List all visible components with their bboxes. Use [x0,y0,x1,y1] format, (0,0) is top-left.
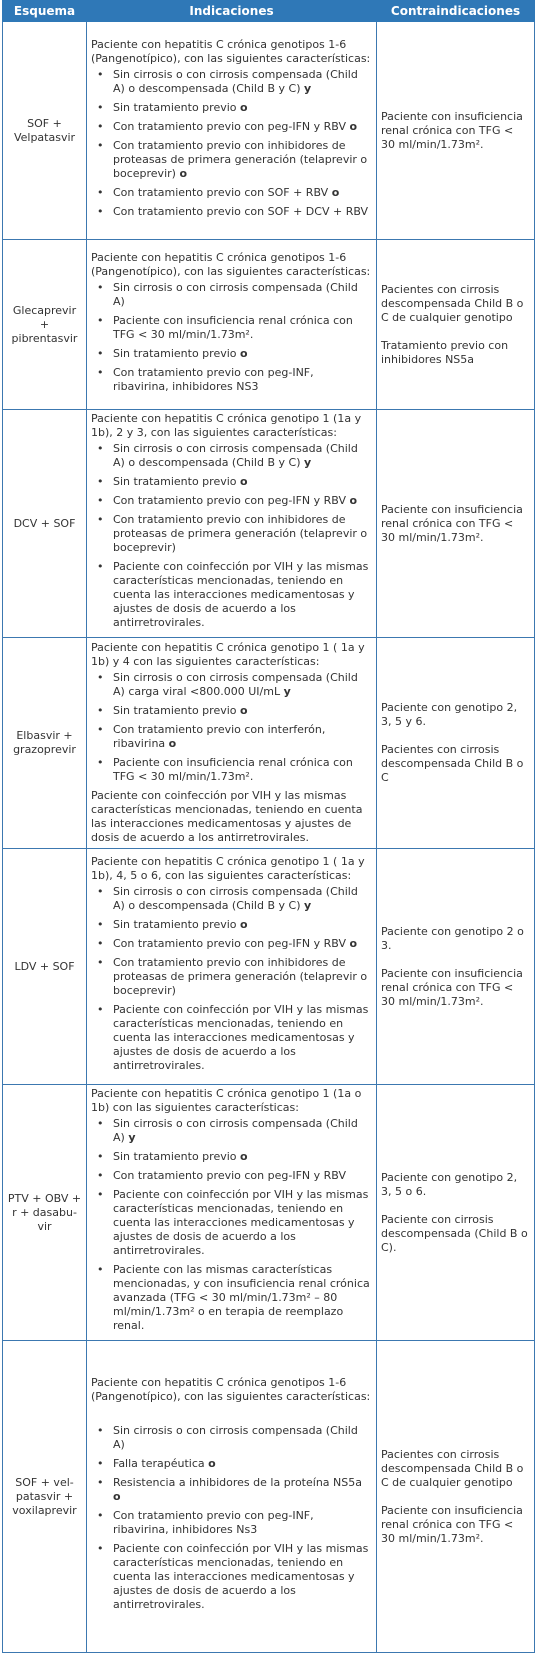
indication-list [91,281,372,394]
contraindicaciones-cell [377,638,535,849]
indication-text: Sin tratamiento previo [113,346,237,360]
indication-text: Sin cirrosis o con cirrosis compensada (Child A) [113,1117,358,1144]
list-item [91,68,372,96]
list-item [91,723,372,751]
indication-text: Sin cirrosis o con cirrosis compensada (Child A) o descompensada (Child B y C) [113,67,358,95]
indication-list [91,1424,372,1612]
conjunction: o [179,166,188,180]
contraindication-text: Pacientes con cirrosis descompensada Child B o C de cualquier genotipo [381,282,524,324]
indication-text: Paciente con insuficiencia renal crónica con TFG < 30 ml/min/1.73m². [113,313,353,341]
header-indicaciones: Indicaciones [87,1,377,22]
conjunction: o [240,100,248,114]
list-item [91,704,372,718]
contraindication-text: Paciente con cirrosis descompensada (Child B o C). [381,1212,528,1254]
conjunction: o [331,185,340,199]
table-row [3,1085,535,1341]
indication-intro: Paciente con hepatitis C crónica genotipos 1-6 (Pangenotípico), con las siguientes características: [91,250,371,278]
indication-intro: Paciente con hepatitis C crónica genotipo 1 ( 1a y 1b), 4, 5 o 6, con las siguientes características: [91,855,365,882]
indication-intro: Paciente con hepatitis C crónica genotipo 1 ( 1a y 1b) y 4 con las siguientes características: [91,641,365,668]
list-item [91,1263,372,1333]
conjunction: o [240,918,248,931]
conjunction: o [168,737,177,750]
indicaciones-cell [87,410,377,638]
indication-text: Sin tratamiento previo [113,475,237,488]
list-item [91,366,372,394]
conjunction: o [240,1150,248,1163]
list-item [91,513,372,555]
indication-text: Con tratamiento previo con peg-IFN y RBV [113,937,347,950]
contraindication-text: Paciente con insuficiencia renal crónica con TFG < 30 ml/min/1.73m². [381,502,523,544]
indication-intro: Paciente con hepatitis C crónica genotipo 1 (1a y 1b), 2 y 3, con las siguientes características: [91,412,362,439]
list-item [91,1188,372,1258]
esquema-cell: PTV + OBV + r + dasabu-vir [3,1085,87,1341]
indication-list [91,671,372,784]
list-item [91,1169,372,1183]
indication-text: Con tratamiento previo con peg-INF, ribavirina, inhibidores NS3 [113,365,314,393]
list-item [91,756,372,784]
contraindicaciones-cell [377,1085,535,1341]
indication-text: Paciente con coinfección por VIH y las mismas características mencionadas, teniendo en cuenta las interacciones medicamentosas y ajustes de dosis de acuerdo a los antirretrovirales. [113,1003,369,1072]
indicaciones-cell [87,1085,377,1341]
contraindicaciones-cell [377,849,535,1085]
indication-text: Con tratamiento previo con interferón, ribavirina [113,723,326,750]
table-row [3,1341,535,1653]
indication-text: Sin tratamiento previo [113,100,237,114]
indication-text: Sin cirrosis o con cirrosis compensada (Child A) [113,280,358,308]
conjunction: o [240,704,248,717]
list-item [91,494,372,508]
indicaciones-cell [87,240,377,410]
indication-list [91,442,372,630]
table-row [3,22,535,240]
table-body [3,22,535,1653]
list-item [91,101,372,115]
conjunction: y [303,456,312,469]
indication-text: Falla terapéutica [113,1457,205,1470]
table-row [3,638,535,849]
list-item [91,1457,372,1471]
list-item [91,186,372,200]
conjunction: y [303,81,312,95]
contraindication-text: Paciente con genotipo 2, 3, 5 y 6. [381,701,518,728]
esquema-cell: SOF + Velpatasvir [3,22,87,240]
contraindicaciones-cell [377,410,535,638]
indication-list [91,1117,372,1333]
contraindicaciones-cell [377,240,535,410]
list-item [91,1476,372,1504]
table-header-row [3,1,535,22]
conjunction: o [240,475,248,488]
list-item [91,1117,372,1145]
contraindicaciones-cell [377,1341,535,1653]
indication-text: Con tratamiento previo con peg-IFN y RBV [113,1169,347,1182]
indication-text: Paciente con coinfección por VIH y las mismas características mencionadas, teniendo en cuenta las interacciones medicamentosas y ajustes de dosis de acuerdo a los antirretrovirales. [113,1188,369,1257]
indication-text: Sin tratamiento previo [113,704,237,717]
table-row [3,849,535,1085]
list-item [91,120,372,134]
hepatitis-c-regimen-table [2,0,535,1653]
list-item [91,560,372,630]
conjunction: y [283,685,291,698]
list-item [91,314,372,342]
conjunction: y [128,1131,136,1144]
conjunction: y [303,899,312,912]
indication-intro: Paciente con hepatitis C crónica genotipo 1 (1a o 1b) con las siguientes características: [91,1087,362,1114]
contraindication-text: Paciente con insuficiencia renal crónica con TFG < 30 ml/min/1.73m². [381,1503,523,1545]
esquema-cell: LDV + SOF [3,849,87,1085]
indication-text: Con tratamiento previo con peg-IFN y RBV [113,494,347,507]
conjunction: o [349,937,358,950]
list-item [91,1542,372,1612]
indication-text: Sin tratamiento previo [113,918,237,931]
list-item [91,1150,372,1164]
indication-text: Paciente con coinfección por VIH y las mismas características mencionadas, teniendo en cuenta las interacciones medicamentosas y ajustes de dosis de acuerdo a los antirretrovirales. [113,560,369,629]
indication-intro: Paciente con hepatitis C crónica genotipos 1-6 (Pangenotípico), con las siguientes características: [91,1376,371,1403]
list-item [91,347,372,361]
list-item [91,885,372,913]
contraindication-text: Tratamiento previo con inhibidores NS5a [381,338,509,366]
conjunction: o [349,494,358,507]
list-item [91,1509,372,1537]
list-item [91,671,372,699]
list-item [91,918,372,932]
list-item [91,139,372,181]
esquema-cell: DCV + SOF [3,410,87,638]
indication-text: Con tratamiento previo con inhibidores de proteasas de primera generación (telaprevir o boceprevir) [113,138,368,180]
indication-text: Con tratamiento previo con inhibidores de proteasas de primera generación (telaprevir o boceprevir) [113,956,368,997]
contraindication-text: Paciente con insuficiencia renal crónica con TFG < 30 ml/min/1.73m². [381,109,523,151]
esquema-cell: SOF + vel-patasvir + voxilaprevir [3,1341,87,1653]
list-item [91,442,372,470]
conjunction: o [349,119,358,133]
conjunction: o [208,1457,216,1470]
indication-text: Sin cirrosis o con cirrosis compensada (Child A) o descompensada (Child B y C) [113,442,358,469]
indicaciones-cell [87,1341,377,1653]
contraindicaciones-cell [377,22,535,240]
header-contraindicaciones: Contraindicaciones [377,1,535,22]
contraindication-text: Paciente con genotipo 2, 3, 5 o 6. [381,1170,518,1198]
list-item [91,937,372,951]
list-item [91,205,372,219]
indication-outro: Paciente con coinfección por VIH y las mismas características mencionadas, teniendo en cuenta las interacciones medicamentosas y ajustes de dosis de acuerdo a los antirretrovirales. [91,789,363,844]
indication-text: Con tratamiento previo con SOF + RBV [113,185,329,199]
esquema-cell: Glecaprevir + pibrentasvir [3,240,87,410]
indication-text: Sin cirrosis o con cirrosis compensada (Child A) o descompensada (Child B y C) [113,885,358,912]
indication-text: Con tratamiento previo con SOF + DCV + RBV [113,204,369,218]
indication-text: Sin cirrosis o con cirrosis compensada (Child A) carga viral <800.000 UI/mL [113,671,358,698]
indication-list [91,885,372,1073]
indicaciones-cell [87,849,377,1085]
indication-text: Con tratamiento previo con inhibidores de proteasas de primera generación (telaprevir o boceprevir) [113,513,368,554]
indicaciones-cell [87,638,377,849]
contraindication-text: Paciente con genotipo 2 o 3. [381,924,524,952]
indication-intro: Paciente con hepatitis C crónica genotipos 1-6 (Pangenotípico), con las siguientes características: [91,37,371,65]
indication-text: Paciente con las mismas características mencionadas, y con insuficiencia renal crónica avanzada (TFG < 30 ml/min/1.73m² – 80 ml/min/1.73m² o en terapia de reemplazo renal. [113,1263,370,1332]
indication-text: Paciente con insuficiencia renal crónica con TFG < 30 ml/min/1.73m². [113,756,353,783]
contraindication-text: Pacientes con cirrosis descompensada Child B o C [381,743,524,784]
indication-text: Resistencia a inhibidores de la proteína NS5a [113,1476,362,1489]
list-item [91,281,372,309]
indication-list [91,68,372,219]
esquema-cell: Elbasvir + grazoprevir [3,638,87,849]
table-row [3,410,535,638]
indication-text: Sin cirrosis o con cirrosis compensada (Child A) [113,1424,358,1451]
contraindication-text: Pacientes con cirrosis descompensada Child B o C de cualquier genotipo [381,1447,524,1489]
list-item [91,1003,372,1073]
conjunction: o [240,346,248,360]
contraindication-text: Paciente con insuficiencia renal crónica con TFG < 30 ml/min/1.73m². [381,966,523,1008]
table-row [3,240,535,410]
indicaciones-cell [87,22,377,240]
list-item [91,956,372,998]
conjunction: o [113,1490,121,1503]
list-item [91,1424,372,1452]
indication-text: Sin tratamiento previo [113,1150,237,1163]
indication-text: Con tratamiento previo con peg-IFN y RBV [113,119,347,133]
indication-text: Con tratamiento previo con peg-INF, ribavirina, inhibidores Ns3 [113,1509,314,1536]
header-esquema: Esquema [3,1,87,22]
indication-text: Paciente con coinfección por VIH y las mismas características mencionadas, teniendo en cuenta las interacciones medicamentosas y ajustes de dosis de acuerdo a los antirretrovirales. [113,1542,369,1611]
list-item [91,475,372,489]
